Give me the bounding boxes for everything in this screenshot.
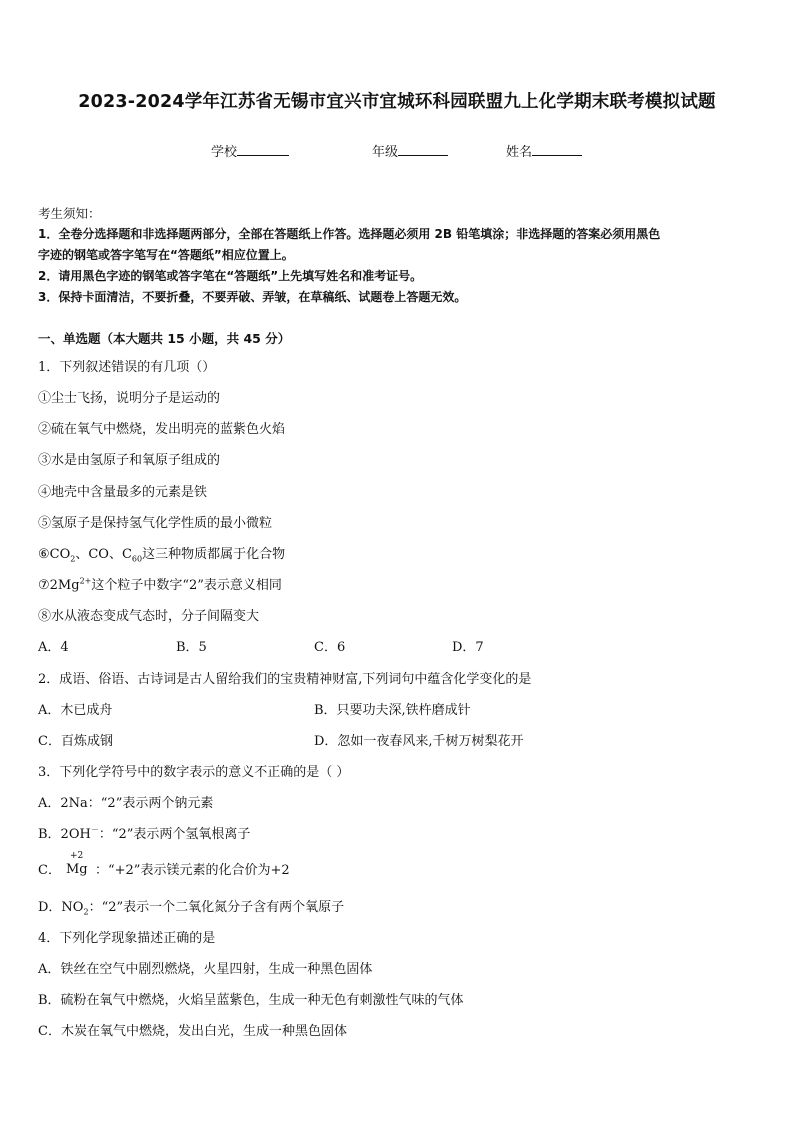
- q1-item-3: ③水是由氢原子和氧原子组成的: [38, 453, 221, 468]
- q3-option-b: B．2OH－：“2”表示两个氢氧根离子: [38, 825, 251, 842]
- q1-item-6: $⑥CO_2$、CO、$C_{60}$这三种物质都属于化合物: [38, 547, 286, 564]
- q2-option-d: D．忽如一夜春风来,千树万树梨花开: [314, 734, 524, 749]
- q3-option-a: A．2Na：“2”表示两个钠元素: [38, 796, 214, 811]
- grade-label: 年级: [372, 145, 399, 160]
- notice-item-2: 2．请用黑色字迹的钢笔或答字笔在“答题纸”上先填写姓名和准考证号。: [38, 269, 423, 283]
- q4-option-c: C．木炭在氧气中燃烧，发出白光，生成一种黑色固体: [38, 1024, 347, 1039]
- q1-option-a: A．4: [38, 640, 69, 655]
- q3-option-d: D．$NO_2$：“2”表示一个二氧化氮分子含有两个氧原子: [38, 900, 345, 917]
- q1-stem: 1．下列叙述错误的有几项（）: [38, 360, 216, 375]
- notice-heading: 考生须知：: [38, 206, 101, 221]
- name-field: [506, 141, 582, 160]
- q1-item-7: $⑦2Mg^{2+}$这个粒子中数字“2”表示意义相同: [38, 576, 282, 593]
- mg-valence-notation: [66, 851, 92, 881]
- q1-option-d: D．7: [452, 640, 484, 655]
- section-heading: 一、单选题（本大题共 15 小题，共 45 分）: [38, 331, 291, 346]
- q2-option-b: B．只要功夫深,铁杵磨成针: [314, 703, 471, 718]
- school-blank: [237, 143, 289, 156]
- q2-option-c: C．百炼成钢: [38, 734, 113, 749]
- q4-option-a: A．铁丝在空气中剧烈燃烧，火星四射，生成一种黑色固体: [38, 962, 373, 977]
- valence-charge: +2: [70, 851, 84, 861]
- q1-item-2: ②硫在氧气中燃烧，发出明亮的蓝紫色火焰: [38, 422, 286, 437]
- q3-option-c-label: C．: [38, 863, 61, 878]
- q1-option-b: B．5: [176, 640, 207, 655]
- name-label: 姓名: [506, 145, 533, 160]
- q2-stem: 2．成语、俗语、古诗词是古人留给我们的宝贵精神财富,下列词句中蕴含化学变化的是: [38, 672, 532, 687]
- grade-field: [372, 141, 448, 160]
- q4-option-b: B．硫粉在氧气中燃烧，火焰呈蓝紫色，生成一种无色有刺激性气味的气体: [38, 993, 464, 1008]
- notice-item-1-cont: 字迹的钢笔或答字笔写在“答题纸”相应位置上。: [38, 248, 294, 262]
- q4-stem: 4．下列化学现象描述正确的是: [38, 931, 216, 946]
- q1-item-8: ⑧水从液态变成气态时，分子间隔变大: [38, 609, 260, 624]
- q2-option-a: A．木已成舟: [38, 703, 113, 718]
- q1-item-5: ⑤氢原子是保持氢气化学性质的最小微粒: [38, 516, 273, 531]
- q1-item-1: ①尘士飞扬，说明分子是运动的: [38, 391, 221, 406]
- element-symbol: Mg: [66, 862, 88, 877]
- exam-title: 2023-2024学年江苏省无锡市宜兴市宜城环科园联盟九上化学期末联考模拟试题: [78, 92, 716, 112]
- school-field: [211, 141, 289, 160]
- q1-option-c: C．6: [314, 640, 346, 655]
- q1-item-4: ④地壳中含量最多的元素是铁: [38, 485, 208, 500]
- notice-item-1: 1．全卷分选择题和非选择题两部分，全部在答题纸上作答。选择题必须用 2B 铅笔填涂；非选择题的答案必须用黑色: [38, 227, 661, 241]
- name-blank: [532, 143, 582, 156]
- q3-stem: 3．下列化学符号中的数字表示的意义不正确的是（ ）: [38, 765, 350, 780]
- q3-option-c-text: ：“+2”表示镁元素的化合价为+2: [95, 863, 290, 878]
- notice-item-3: 3．保持卡面清洁，不要折叠，不要弄破、弄皱，在草稿纸、试题卷上答题无效。: [38, 290, 467, 304]
- grade-blank: [398, 143, 448, 156]
- school-label: 学校: [211, 145, 238, 160]
